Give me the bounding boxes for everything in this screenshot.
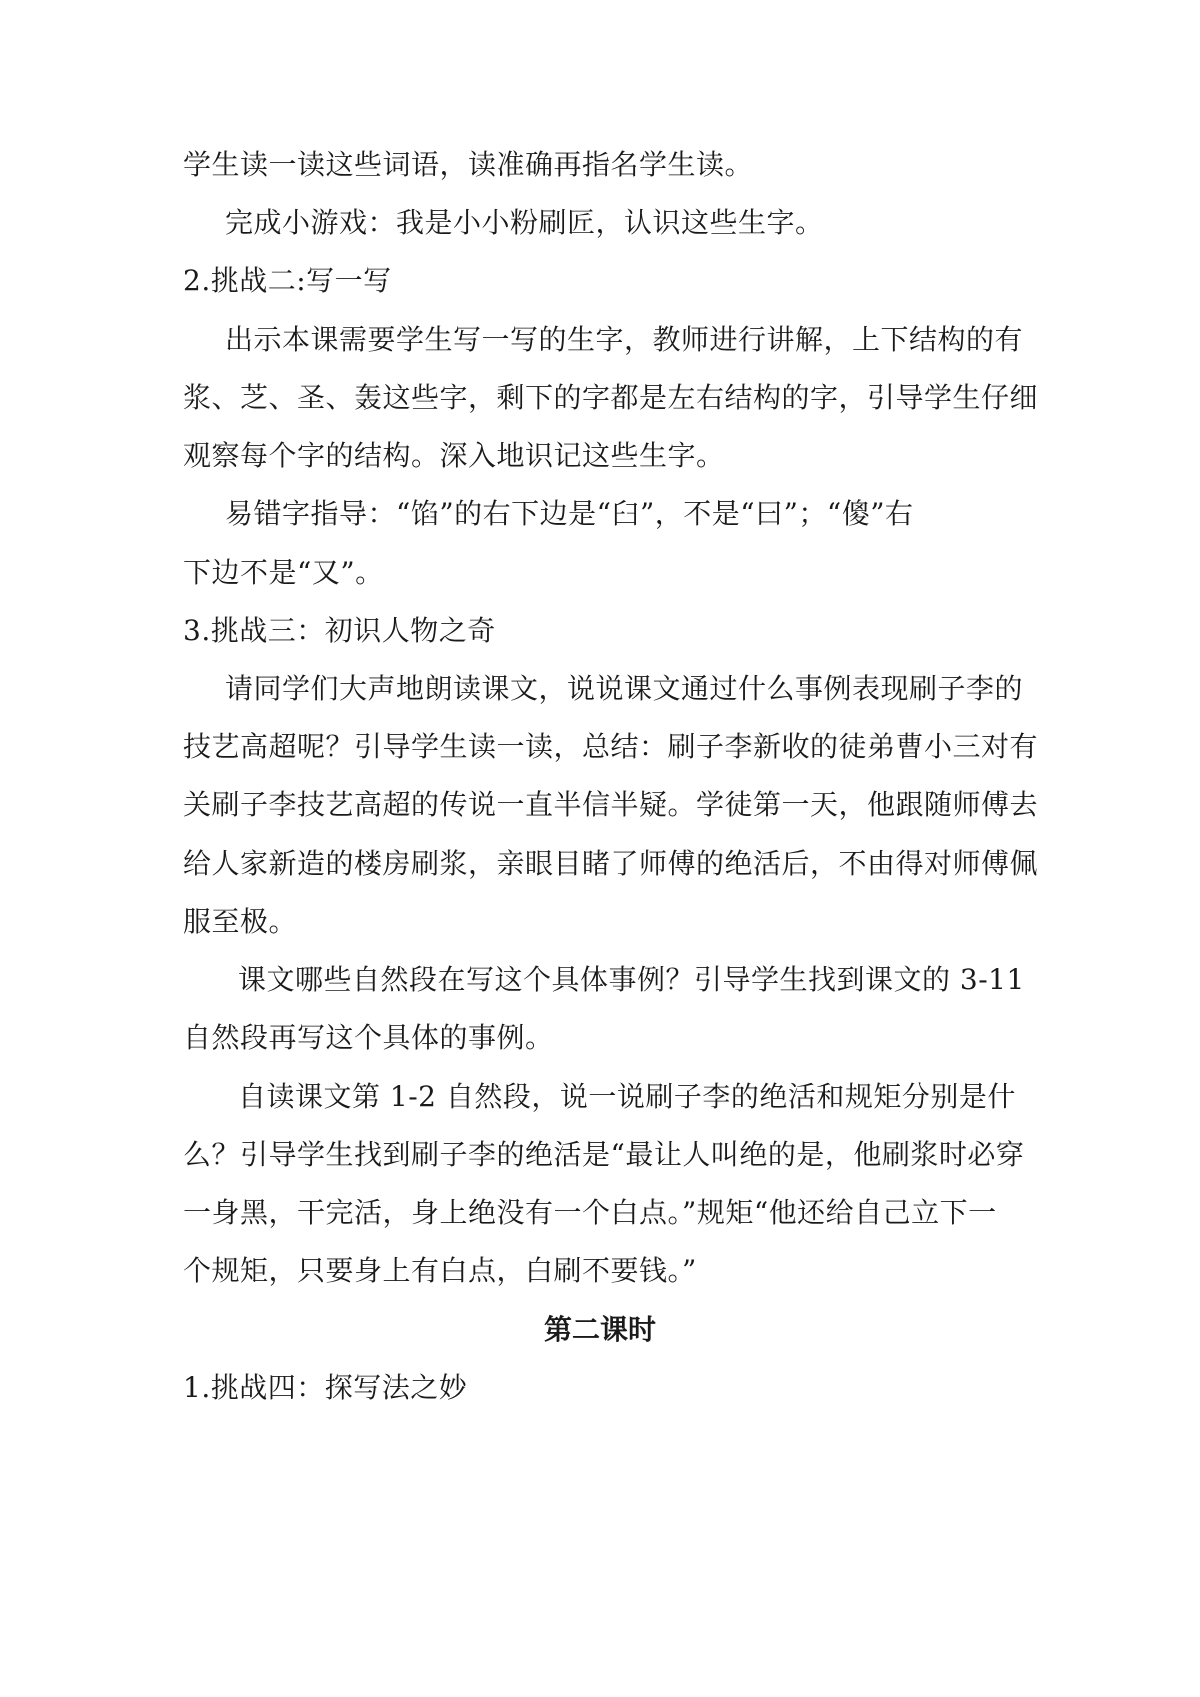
list-item-heading: 2.挑战二:写一写 bbox=[183, 264, 392, 297]
paragraph-line: 浆、芝、圣、轰这些字，剩下的字都是左右结构的字，引导学生仔细 bbox=[183, 381, 1039, 414]
paragraph-line: 服至极。 bbox=[183, 905, 298, 938]
paragraph-line: 易错字指导：“馅”的右下边是“臼”，不是“曰”；“傻”右 bbox=[225, 497, 914, 530]
paragraph-line: 么？引导学生找到刷子李的绝活是“最让人叫绝的是，他刷浆时必穿 bbox=[183, 1138, 1025, 1171]
paragraph-line: 下边不是“又”。 bbox=[183, 556, 384, 589]
paragraph-line: 出示本课需要学生写一写的生字，教师进行讲解，上下结构的有 bbox=[225, 323, 1024, 356]
paragraph-line: 课文哪些自然段在写这个具体事例？引导学生找到课文的 3-11 bbox=[238, 963, 1025, 996]
paragraph-line: 技艺高超呢？引导学生读一读，总结：刷子李新收的徒弟曹小三对有 bbox=[183, 730, 1039, 763]
paragraph-line: 观察每个字的结构。深入地识记这些生字。 bbox=[183, 439, 725, 472]
paragraph-line: 完成小游戏：我是小小粉刷匠，认识这些生字。 bbox=[225, 206, 824, 239]
list-item-heading: 1.挑战四：探写法之妙 bbox=[183, 1371, 468, 1404]
paragraph-line: 自读课文第 1-2 自然段，说一说刷子李的绝活和规矩分别是什 bbox=[238, 1080, 1016, 1113]
paragraph-line: 个规矩，只要身上有白点，白刷不要钱。” bbox=[183, 1254, 697, 1287]
list-item-heading: 3.挑战三：初识人物之奇 bbox=[183, 614, 496, 647]
section-heading: 第二课时 bbox=[543, 1313, 656, 1346]
paragraph-line: 学生读一读这些词语，读准确再指名学生读。 bbox=[183, 148, 754, 181]
paragraph-line: 给人家新造的楼房刷浆，亲眼目睹了师傅的绝活后，不由得对师傅佩 bbox=[183, 847, 1039, 880]
paragraph-line: 请同学们大声地朗读课文，说说课文通过什么事例表现刷子李的 bbox=[225, 672, 1024, 705]
paragraph-line: 一身黑，干完活，身上绝没有一个白点。”规矩“他还给自己立下一 bbox=[183, 1196, 997, 1229]
paragraph-line: 自然段再写这个具体的事例。 bbox=[183, 1021, 554, 1054]
paragraph-line: 关刷子李技艺高超的传说一直半信半疑。学徒第一天，他跟随师傅去 bbox=[183, 788, 1039, 821]
